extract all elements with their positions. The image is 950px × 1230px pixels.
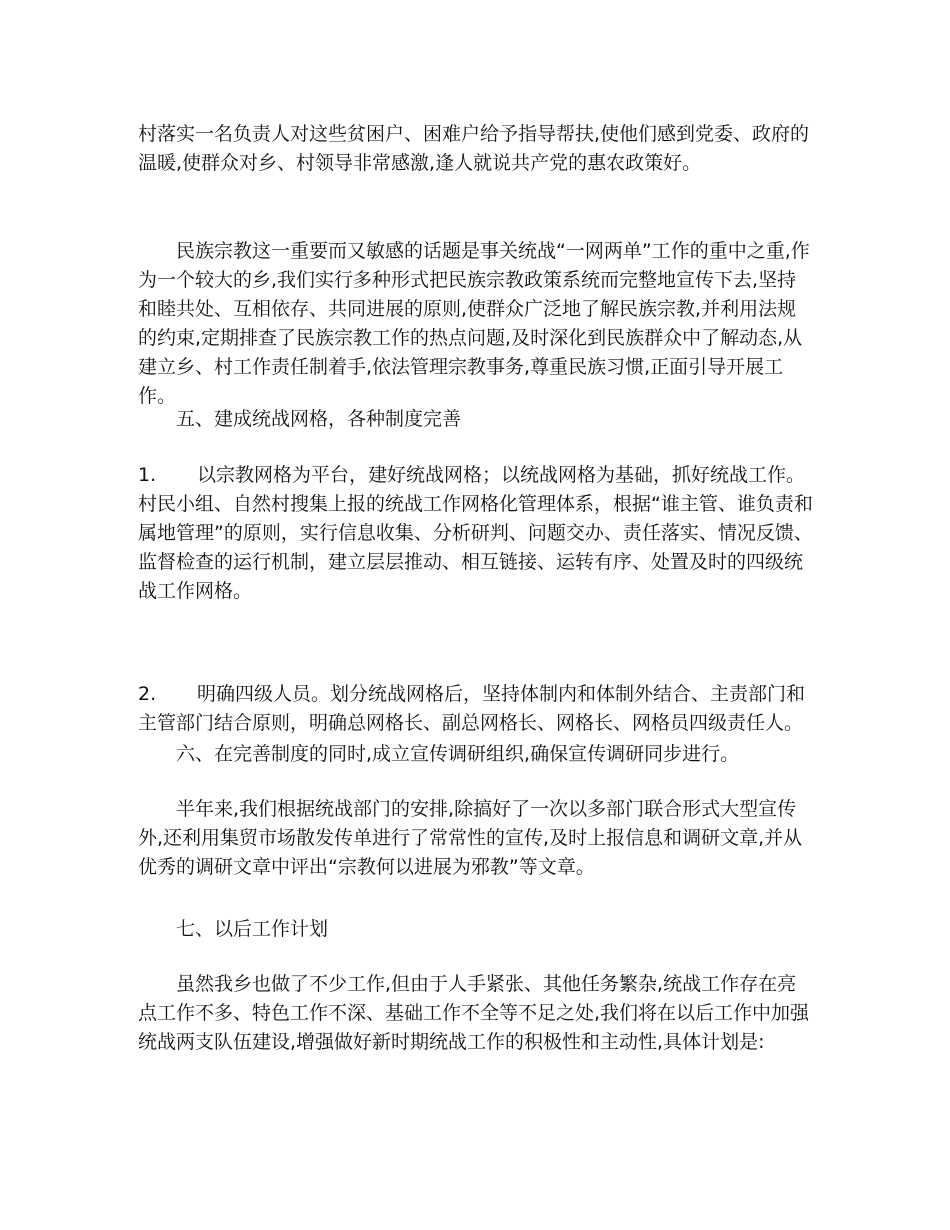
section-heading-6: 六、在完善制度的同时,成立宣传调研组织,确保宣传调研同步进行。 xyxy=(176,743,740,765)
paragraph-4: 虽然我乡也做了不少工作,但由于人手紧张、其他任务繁杂,统战工作存在亮点工作不多、特色工作不深、基础工作不全等不足之处,我们将在以后工作中加强统战两支队伍建设,增强做好新时期统战工作的积极性和主动性,具体计划是: xyxy=(138,973,810,1053)
numbered-item-1 xyxy=(138,461,814,606)
item-number: 2. xyxy=(138,683,157,705)
section-heading-7: 七、以后工作计划 xyxy=(176,918,329,940)
item-text: 明确四级人员。划分统战网格后，坚持体制内和体制外结合、主责部门和主管部门结合原则，明确总网格长、副总网格长、网格长、网格员四级责任人。 xyxy=(138,683,806,734)
paragraph-3: 半年来,我们根据统战部门的安排,除搞好了一次以多部门联合形式大型宣传外,还利用集贸市场散发传单进行了常常性的宣传,及时上报信息和调研文章,并从优秀的调研文章中评出“宗教何以进展为邪教”等文章。 xyxy=(138,798,803,878)
paragraph-1: 村落实一名负责人对这些贫困户、困难户给予指导帮扶,使他们感到党委、政府的温暖,使群众对乡、村领导非常感激,逢人就说共产党的惠农政策好。 xyxy=(138,123,810,174)
paragraph-2: 民族宗教这一重要而又敏感的话题是事关统战“一网两单”工作的重中之重,作为一个较大的乡,我们实行多种形式把民族宗教政策系统而完整地宣传下去,坚持和睦共处、互相依存、共同进展的原则,使群众广泛地了解民族宗教,并利用法规的约束,定期排查了民族宗教工作的热点问题,及时深化到民族群众中了解动态,从建立乡、村工作责任制着手,依法管理宗教事务,尊重民族习惯,正面引导开展工作。 xyxy=(138,240,810,407)
section-heading-5: 五、建成统战网格，各种制度完善 xyxy=(176,408,462,430)
item-text: 以宗教网格为平台，建好统战网格；以统战网格为基础，抓好统战工作。村民小组、自然村搜集上报的统战工作网格化管理体系，根据“谁主管、谁负责和属地管理”的原则，实行信息收集、分析研判、问题交办、责任落实、情况反馈、监督检查的运行机制，建立层层推动、相互链接、运转有序、处置及时的四级统战工作网格。 xyxy=(138,464,813,602)
item-number: 1. xyxy=(138,464,157,486)
numbered-item-2 xyxy=(138,680,814,738)
